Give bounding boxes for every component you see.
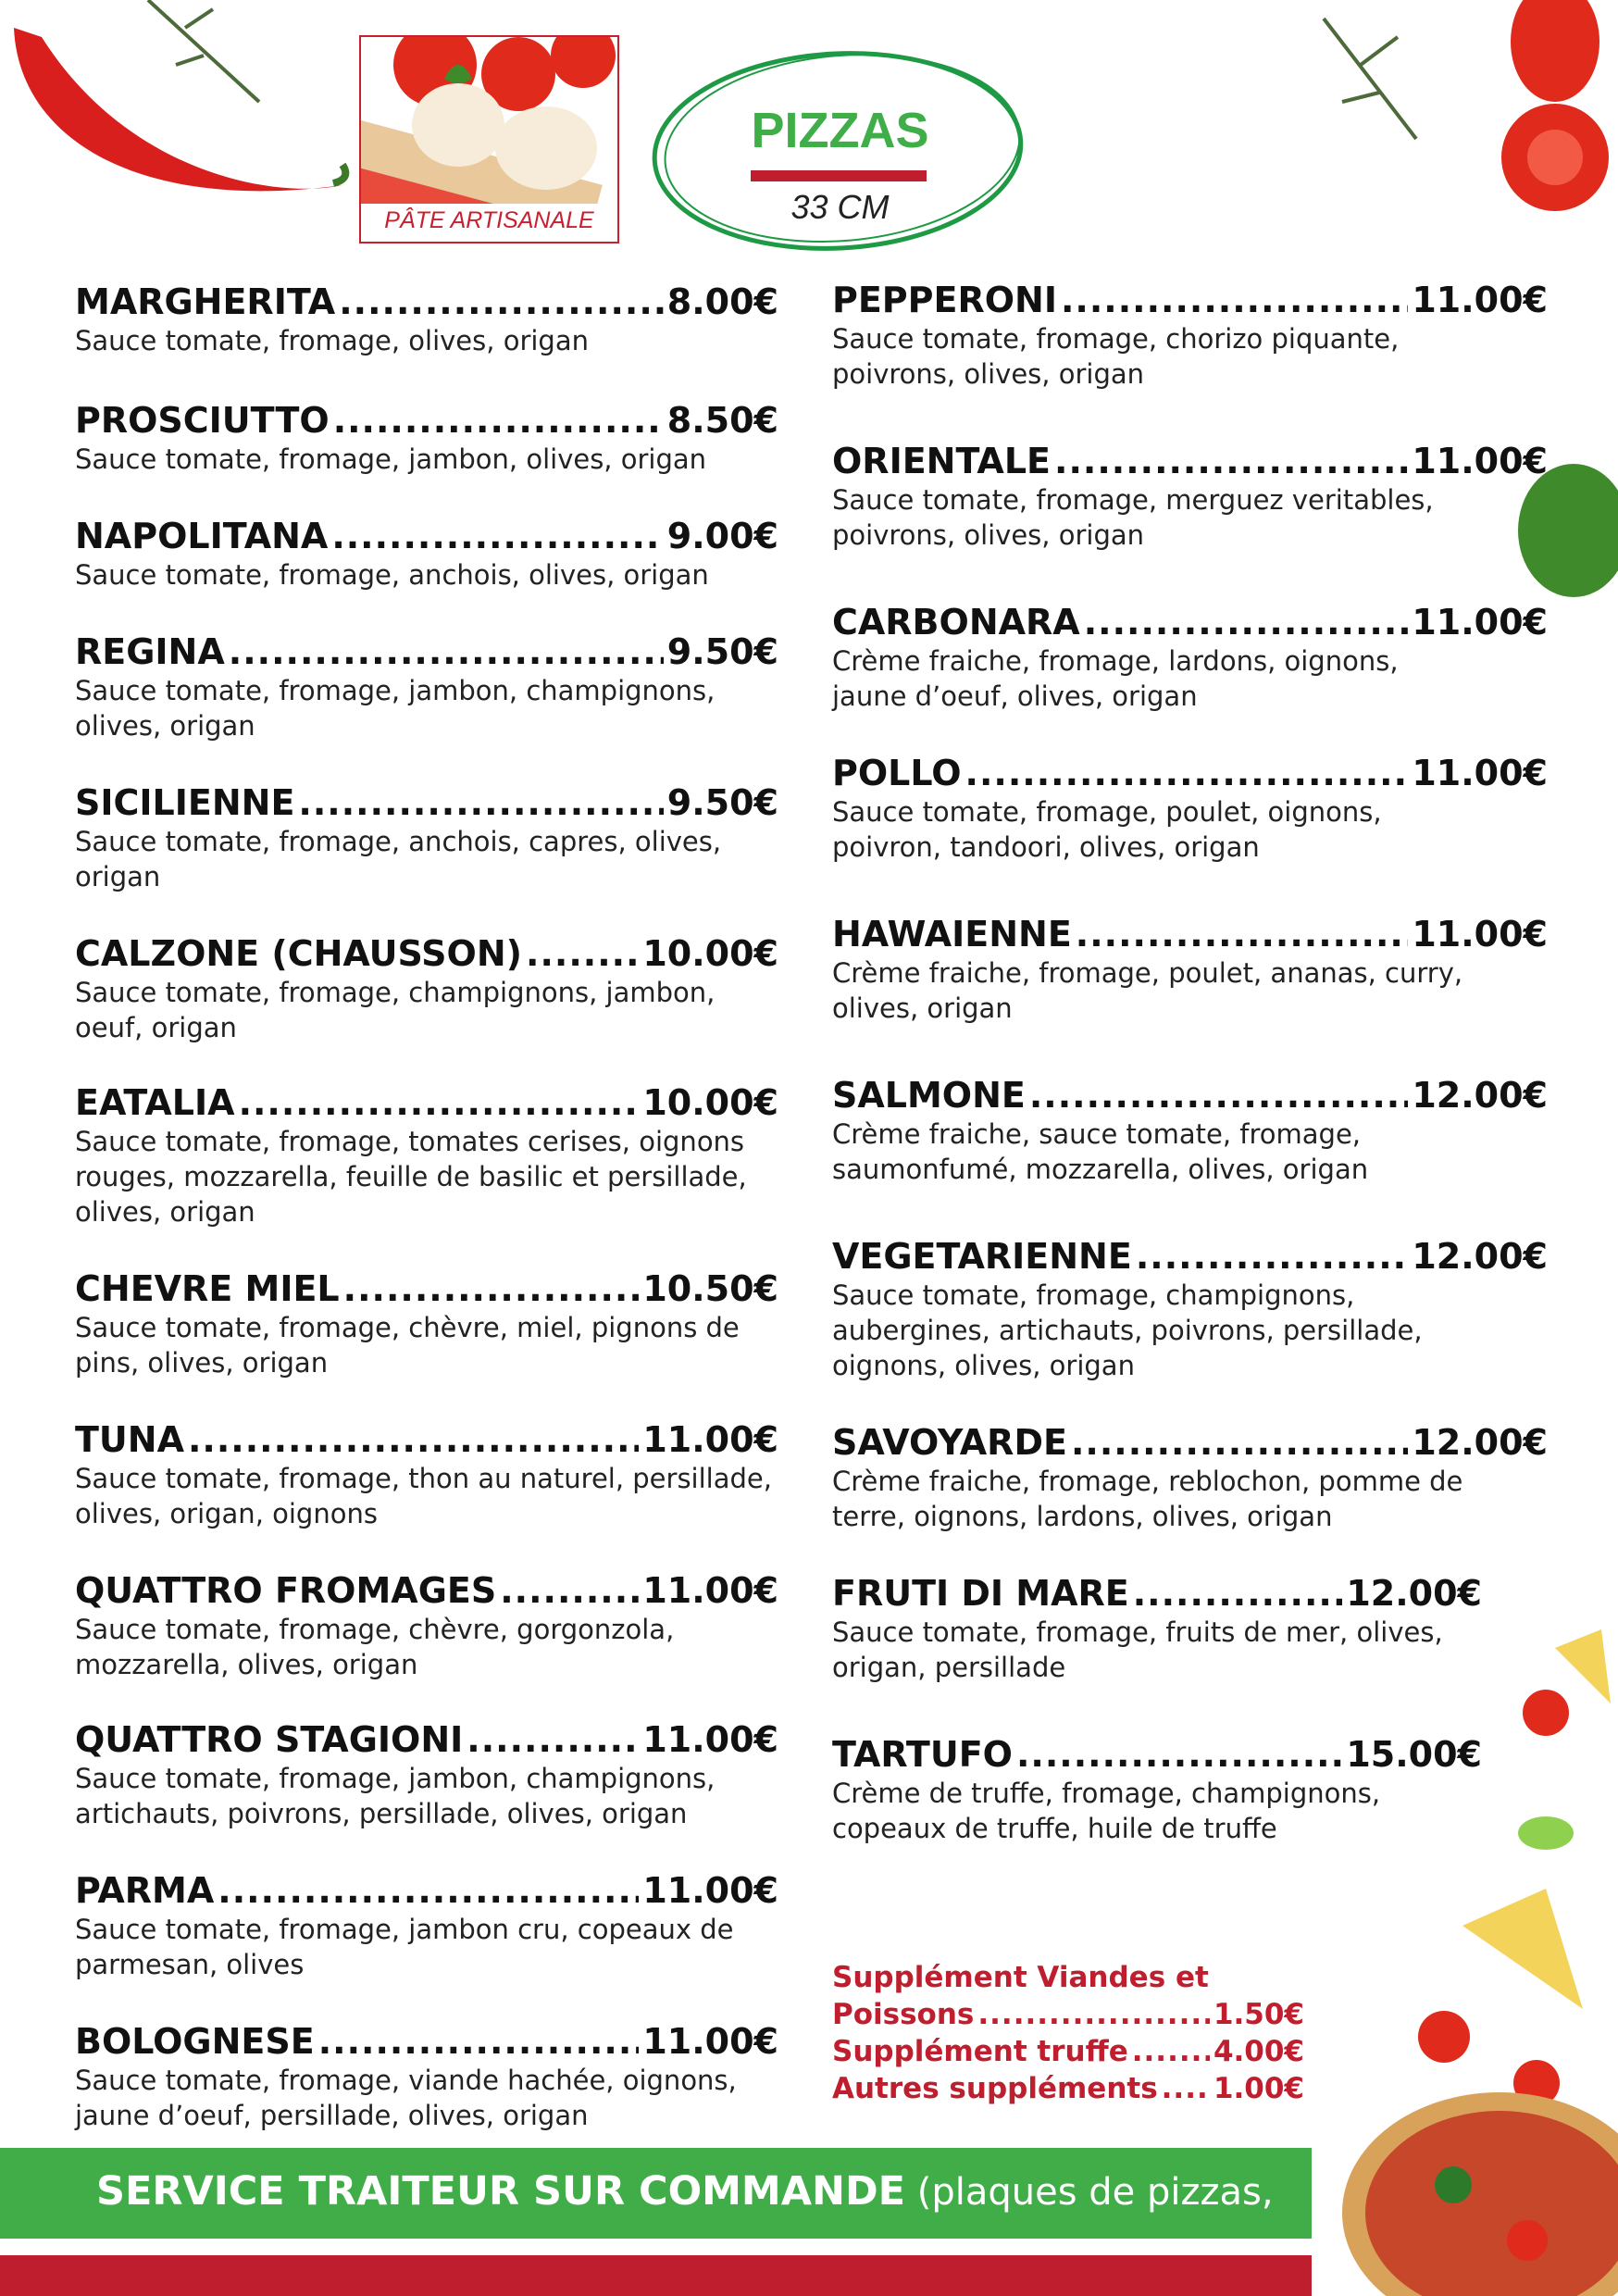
leader-dots — [318, 2020, 640, 2063]
item-description: Crème fraiche, fromage, lardons, oignons, jaune d’oeuf, olives, origan — [832, 645, 1399, 712]
item-name: ORIENTALE — [832, 441, 1052, 481]
item-name: POLLO — [832, 753, 962, 793]
leader-dots — [1016, 1733, 1342, 1776]
menu-item — [75, 1718, 778, 1831]
leader-dots — [1133, 1572, 1343, 1615]
menu-item — [75, 281, 778, 358]
item-price: 9.50€ — [666, 782, 778, 823]
item-description: Sauce tomate, fromage, jambon, olives, origan — [75, 443, 707, 475]
menu-item — [832, 1733, 1482, 1846]
item-price: 11.00€ — [1412, 753, 1548, 793]
tomato-icon — [1268, 0, 1618, 241]
item-description: Sauce tomate, fromage, viande hachée, oignons, jaune d’oeuf, persillade, olives, origan — [75, 2065, 737, 2131]
menu-item-header — [75, 932, 778, 975]
item-name: EATALIA — [75, 1082, 235, 1123]
menu-item — [75, 515, 778, 593]
leader-dots — [239, 1081, 640, 1124]
menu-item-header — [75, 1718, 778, 1761]
item-price: 15.00€ — [1346, 1734, 1482, 1775]
item-description: Sauce tomate, fromage, chèvre, gorgonzola, mozzarella, olives, origan — [75, 1614, 675, 1680]
menu-item — [832, 752, 1548, 865]
item-description: Sauce tomate, fromage, champignons, aubergines, artichauts, poivrons, persillade, oignons, olives, origan — [832, 1279, 1423, 1381]
menu-item-header — [832, 1074, 1548, 1117]
catering-banner — [0, 2148, 1312, 2239]
menu-item — [75, 399, 778, 477]
menu-item-header — [75, 281, 778, 323]
supplements — [832, 1959, 1304, 2107]
item-description: Sauce tomate, fromage, tomates cerises, oignons rouges, mozzarella, feuille de basilic et persillade, olives, origan — [75, 1126, 747, 1228]
title-underline — [751, 170, 927, 181]
item-name: SALMONE — [832, 1075, 1026, 1116]
menu-item-header — [832, 1421, 1548, 1464]
leader-dots — [1136, 1235, 1409, 1278]
item-description: Sauce tomate, fromage, merguez veritables, poivrons, olives, origan — [832, 484, 1434, 551]
menu-item — [832, 1235, 1548, 1383]
item-price: 11.00€ — [1412, 280, 1548, 320]
pizza-size: 33 CM — [790, 188, 890, 226]
menu-item — [75, 1569, 778, 1682]
item-price: 10.00€ — [642, 933, 778, 974]
supplement-row: Supplément truffe ..... 4.00€ — [832, 2033, 1304, 2070]
item-name: BOLOGNESE — [75, 2021, 315, 2062]
item-description: Sauce tomate, fromage, fruits de mer, olives, origan, persillade — [832, 1616, 1443, 1683]
item-description: Sauce tomate, fromage, jambon cru, copeaux de parmesan, olives — [75, 1914, 734, 1980]
leader-dots — [229, 630, 664, 673]
page-title: PIZZAS — [751, 103, 929, 158]
item-name: TUNA — [75, 1419, 184, 1460]
leader-dots — [339, 281, 664, 323]
leader-dots — [1084, 601, 1409, 643]
item-description: Sauce tomate, fromage, anchois, capres, olives, origan — [75, 826, 722, 892]
item-description: Crème de truffe, fromage, champignons, copeaux de truffe, huile de truffe — [832, 1778, 1381, 1844]
item-name: CALZONE (CHAUSSON) — [75, 933, 523, 974]
item-name: QUATTRO STAGIONI — [75, 1719, 464, 1760]
item-name: PARMA — [75, 1870, 215, 1911]
menu-item-header — [75, 399, 778, 442]
item-price: 10.00€ — [642, 1082, 778, 1123]
item-price: 9.50€ — [666, 631, 778, 672]
menu-item — [75, 1869, 778, 1982]
item-description: Sauce tomate, fromage, thon au naturel, persillade, olives, origan, oignons — [75, 1463, 772, 1529]
item-price: 11.00€ — [642, 1870, 778, 1911]
item-price: 12.00€ — [1412, 1422, 1548, 1463]
menu-item — [75, 630, 778, 743]
item-name: MARGHERITA — [75, 281, 336, 322]
menu-item — [75, 932, 778, 1045]
item-price: 11.00€ — [642, 1570, 778, 1611]
menu-item — [75, 781, 778, 894]
item-name: SAVOYARDE — [832, 1422, 1067, 1463]
item-price: 11.00€ — [1412, 441, 1548, 481]
menu-item-header — [75, 2020, 778, 2063]
menu-item — [832, 279, 1548, 392]
menu-item-header — [832, 1572, 1482, 1615]
item-name: SICILIENNE — [75, 782, 295, 823]
leader-dots — [188, 1418, 639, 1461]
item-price: 12.00€ — [1346, 1573, 1482, 1614]
menu-item-header — [832, 1235, 1548, 1278]
menu-item — [832, 1572, 1482, 1685]
footer-red-band — [0, 2255, 1312, 2296]
menu-item-header — [75, 515, 778, 557]
leader-dots — [1071, 1421, 1408, 1464]
item-description: Sauce tomate, fromage, jambon, champignons, olives, origan — [75, 675, 716, 742]
menu-item-header — [75, 1418, 778, 1461]
leader-dots — [467, 1718, 639, 1761]
menu-item — [75, 1081, 778, 1229]
menu-item-header — [832, 279, 1548, 321]
menu-item-header — [75, 630, 778, 673]
menu-item — [832, 601, 1548, 714]
item-name: HAWAIENNE — [832, 914, 1072, 955]
leader-dots — [218, 1869, 639, 1912]
leader-dots — [1029, 1074, 1408, 1117]
photo-caption: PÂTE ARTISANALE — [384, 207, 594, 233]
menu-item-header — [832, 1733, 1482, 1776]
menu-item — [832, 1421, 1548, 1534]
item-price: 8.50€ — [666, 400, 778, 441]
item-description: Sauce tomate, fromage, chèvre, miel, pignons de pins, olives, origan — [75, 1312, 740, 1379]
item-name: NAPOLITANA — [75, 516, 329, 556]
leader-dots — [343, 1267, 640, 1310]
menu-item — [75, 1418, 778, 1531]
item-price: 11.00€ — [642, 1419, 778, 1460]
item-price: 11.00€ — [642, 1719, 778, 1760]
chili-pepper-icon — [0, 0, 370, 241]
leader-dots — [333, 399, 664, 442]
item-name: TARTUFO — [832, 1734, 1013, 1775]
item-price: 12.00€ — [1412, 1236, 1548, 1277]
menu-item-header — [75, 1081, 778, 1124]
item-price: 9.00€ — [666, 516, 778, 556]
item-name: PROSCIUTTO — [75, 400, 330, 441]
menu-item-header — [75, 1267, 778, 1310]
item-price: 11.00€ — [642, 2021, 778, 2062]
item-description: Crème fraiche, fromage, reblochon, pomme de terre, oignons, lardons, olives, origan — [832, 1466, 1463, 1532]
item-description: Sauce tomate, fromage, poulet, oignons, poivron, tandoori, olives, origan — [832, 796, 1382, 863]
leader-dots — [1054, 440, 1408, 482]
item-description: Sauce tomate, fromage, olives, origan — [75, 325, 589, 356]
item-description: Sauce tomate, fromage, anchois, olives, origan — [75, 559, 709, 591]
menu-item-header — [832, 913, 1548, 955]
pizza-ingredients-image — [1314, 1611, 1618, 2296]
leader-dots — [331, 515, 663, 557]
item-name: VEGETARIENNE — [832, 1236, 1132, 1277]
supplement-row: Autres suppléments ..... 1.00€ — [832, 2070, 1304, 2107]
item-price: 11.00€ — [1412, 602, 1548, 643]
item-description: Sauce tomate, fromage, jambon, champignons, artichauts, poivrons, persillade, olives, origan — [75, 1763, 716, 1829]
leader-dots — [298, 781, 663, 824]
catering-text: SERVICE TRAITEUR SUR COMMANDE (plaques de pizzas, — [96, 2168, 1274, 2215]
leader-dots — [500, 1569, 639, 1612]
item-name: PEPPERONI — [832, 280, 1057, 320]
item-name: REGINA — [75, 631, 225, 672]
item-price: 11.00€ — [1412, 914, 1548, 955]
item-name: FRUTI DI MARE — [832, 1573, 1129, 1614]
leader-dots — [965, 752, 1409, 794]
dough-image — [361, 37, 619, 204]
artisan-dough-photo — [359, 35, 619, 243]
supplement-row: Poissons ..... 1.50€ — [832, 1996, 1304, 2033]
menu-item — [75, 1267, 778, 1380]
leader-dots — [1061, 279, 1408, 321]
leader-dots — [526, 932, 639, 975]
item-description: Sauce tomate, fromage, chorizo piquante, poivrons, olives, origan — [832, 323, 1400, 390]
item-name: CARBONARA — [832, 602, 1080, 643]
menu-item — [832, 1074, 1548, 1187]
item-price: 8.00€ — [666, 281, 778, 322]
menu-item-header — [832, 601, 1548, 643]
item-price: 10.50€ — [642, 1268, 778, 1309]
item-description: Crème fraiche, fromage, poulet, ananas, curry, olives, origan — [832, 957, 1463, 1024]
item-description: Crème fraiche, sauce tomate, fromage, saumonfumé, mozzarella, olives, origan — [832, 1118, 1369, 1185]
menu-item-header — [75, 1569, 778, 1612]
item-price: 12.00€ — [1412, 1075, 1548, 1116]
supplement-heading: Supplément Viandes et — [832, 1961, 1209, 1994]
menu-item — [832, 440, 1548, 553]
menu-item — [832, 913, 1548, 1026]
leader-dots — [1076, 913, 1409, 955]
item-description: Sauce tomate, fromage, champignons, jambon, oeuf, origan — [75, 977, 716, 1043]
menu-item — [75, 2020, 778, 2133]
item-name: CHEVRE MIEL — [75, 1268, 340, 1309]
menu-item-header — [75, 781, 778, 824]
menu-item-header — [832, 752, 1548, 794]
item-name: QUATTRO FROMAGES — [75, 1570, 497, 1611]
menu-item-header — [832, 440, 1548, 482]
menu-item-header — [75, 1869, 778, 1912]
